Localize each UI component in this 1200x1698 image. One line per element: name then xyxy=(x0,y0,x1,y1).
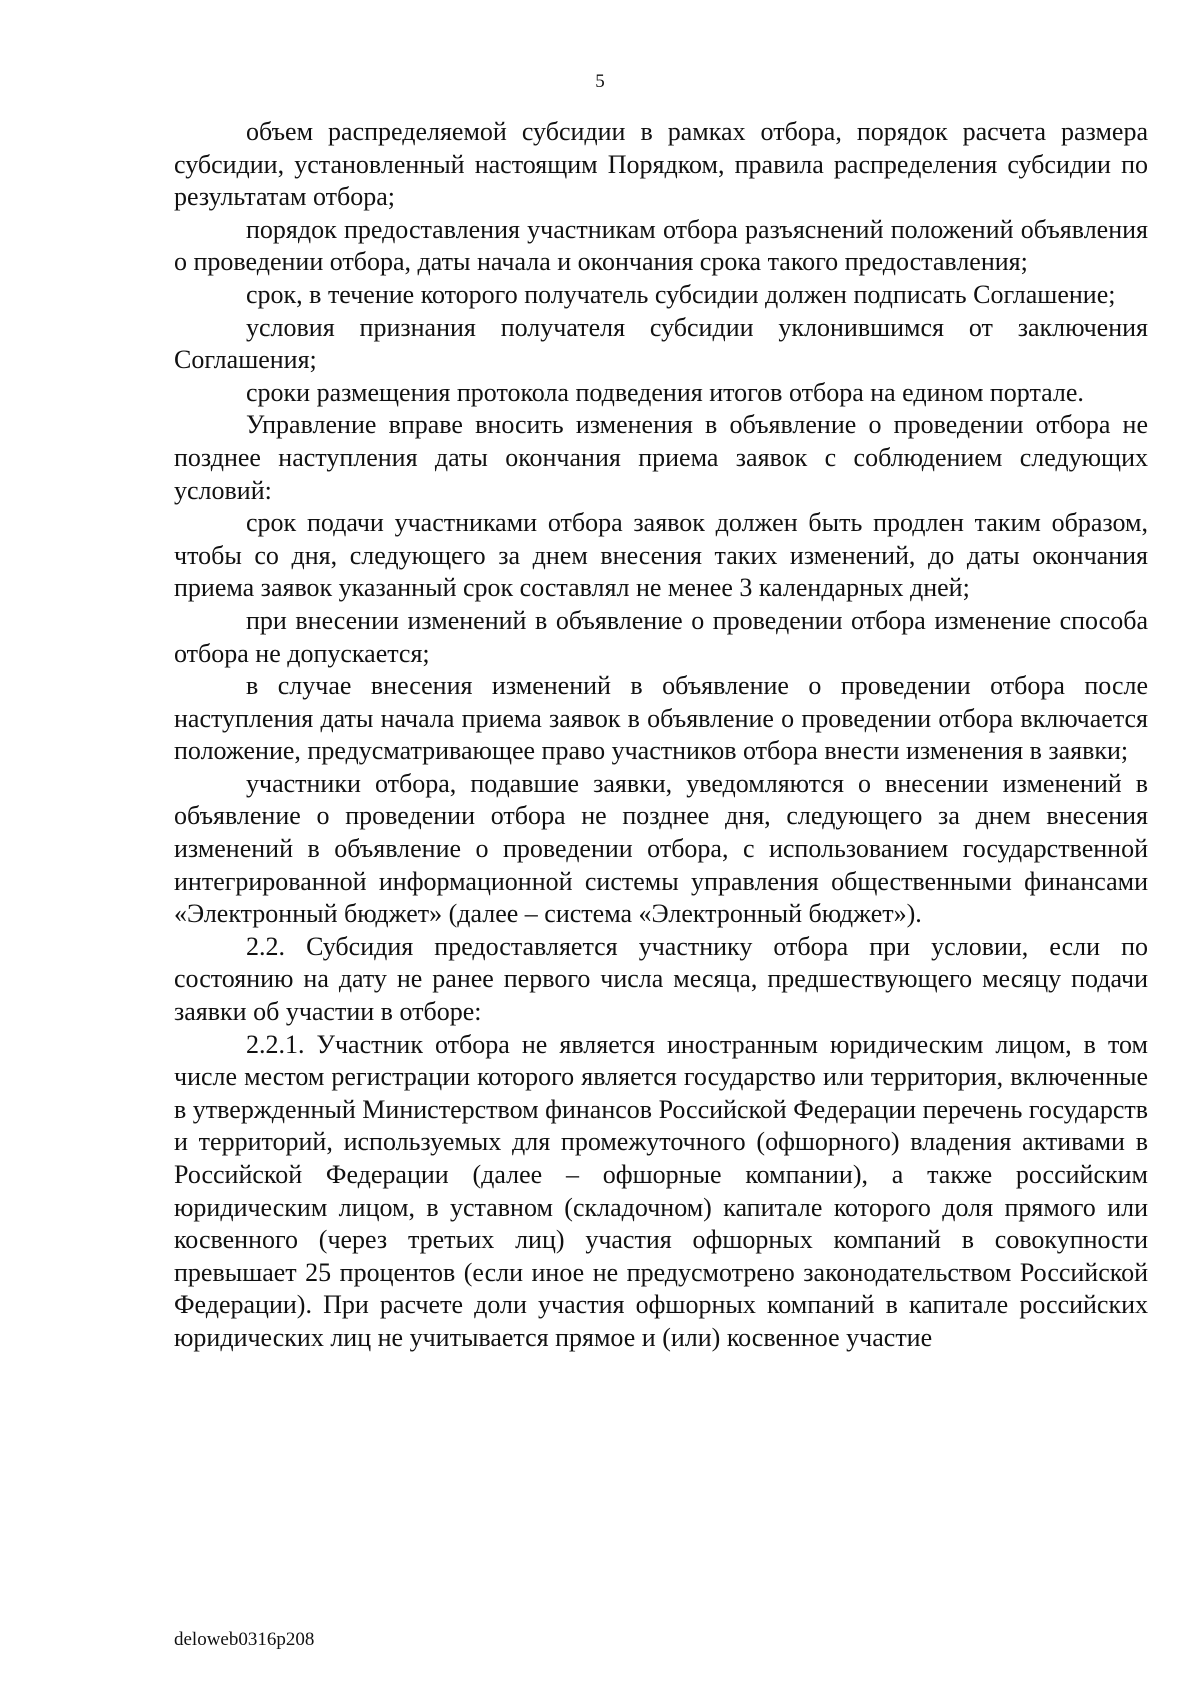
document-body xyxy=(174,116,1148,1355)
paragraph: срок, в течение которого получатель субсидии должен подписать Соглашение; xyxy=(246,279,1116,309)
paragraph: Управление вправе вносить изменения в объявление о проведении отбора не позднее наступления даты окончания приема заявок с соблюдением следующих условий: xyxy=(174,410,1148,505)
paragraph: при внесении изменений в объявление о проведении отбора изменение способа отбора не допускается; xyxy=(174,605,1148,668)
page-number: 5 xyxy=(595,71,605,92)
paragraph: сроки размещения протокола подведения итогов отбора на едином портале. xyxy=(246,377,1084,407)
paragraph: участники отбора, подавшие заявки, уведомляются о внесении изменений в объявление о проведении отбора не позднее дня, следующего за днем внесения изменений в объявление о проведении отбора, с использованием государственной интегрированной информационной системы управления общественными финансами «Электронный бюджет» (далее – система «Электронный бюджет»). xyxy=(174,768,1148,929)
paragraph: условия признания получателя субсидии уклонившимся от заключения Соглашения; xyxy=(174,312,1148,375)
document-code: deloweb0316p208 xyxy=(174,1629,315,1650)
paragraph: 2.2. Субсидия предоставляется участнику отбора при условии, если по состоянию на дату не ранее первого числа месяца, предшествующего месяцу подачи заявки об участии в отборе: xyxy=(174,931,1148,1027)
paragraph: объем распределяемой субсидии в рамках отбора, порядок расчета размера субсидии, установленный настоящим Порядком, правила распределения субсидии по результатам отбора; xyxy=(174,117,1148,212)
paragraph: в случае внесения изменений в объявление о проведении отбора после наступления даты начала приема заявок в объявление о проведении отбора включается положение, предусматривающее право участников отбора внести изменения в заявки; xyxy=(174,671,1148,766)
paragraph: 2.2.1. Участник отбора не является иностранным юридическим лицом, в том числе местом регистрации которого является государство или территория, включенные в утвержденный Министерством финансов Российской Федерации перечень государств и территорий, используемых для промежуточного (офшорного) владения активами в Российской Федерации (далее – офшорные компании), а также российским юридическим лицом, в уставном (складочном) капитале которого доля прямого или косвенного (через третьих лиц) участия офшорных компаний в совокупности превышает 25 процентов (если иное не предусмотрено законодательством Российской Федерации). При расчете доли участия офшорных компаний в капитале российских юридических лиц не учитывается прямое и (или) косвенное участие xyxy=(174,1029,1148,1352)
paragraph: порядок предоставления участникам отбора разъяснений положений объявления о проведении отбора, даты начала и окончания срока такого предоставления; xyxy=(174,214,1148,277)
paragraph: срок подачи участниками отбора заявок должен быть продлен таким образом, чтобы со дня, следующего за днем внесения таких изменений, до даты окончания приема заявок указанный срок составлял не менее 3 календарных дней; xyxy=(174,508,1148,603)
